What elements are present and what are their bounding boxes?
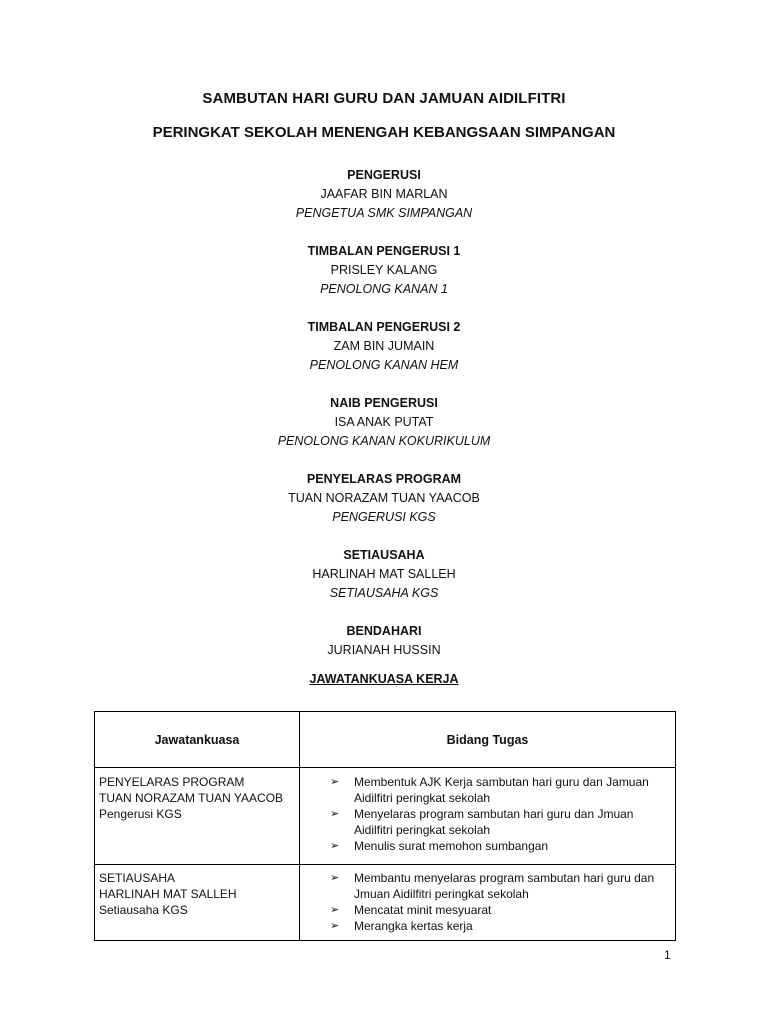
committee-member-position: PENGERUSI KGS bbox=[332, 510, 436, 524]
row-member-position: Setiausaha KGS bbox=[99, 903, 188, 917]
committee-entry bbox=[0, 166, 768, 223]
task-text: Mencatat minit mesyuarat bbox=[354, 903, 492, 917]
arrow-bullet-icon: ➢ bbox=[330, 776, 340, 788]
row-member-position: Pengerusi KGS bbox=[99, 807, 182, 821]
list-item bbox=[330, 806, 667, 838]
table-cell-tasks bbox=[300, 865, 676, 941]
table-cell-tasks bbox=[300, 768, 676, 865]
committee-entry bbox=[0, 242, 768, 299]
committee-role-title: SETIAUSAHA bbox=[343, 548, 425, 562]
committee-member-name: JURIANAH HUSSIN bbox=[327, 643, 441, 657]
table-cell-committee bbox=[95, 865, 300, 941]
committee-entry bbox=[0, 318, 768, 375]
arrow-bullet-icon: ➢ bbox=[330, 920, 340, 932]
row-member-name: HARLINAH MAT SALLEH bbox=[99, 887, 237, 901]
committee-role-title: NAIB PENGERUSI bbox=[330, 396, 438, 410]
committee-member-name: ZAM BIN JUMAIN bbox=[333, 339, 435, 353]
task-text: Merangka kertas kerja bbox=[354, 919, 473, 933]
list-item bbox=[330, 902, 667, 918]
task-text: Membentuk AJK Kerja sambutan hari guru dan Jamuan Aidilfitri peringkat sekolah bbox=[354, 775, 649, 805]
work-committee-heading-text: JAWATANKUASA KERJA bbox=[309, 672, 459, 686]
list-item bbox=[330, 838, 667, 854]
row-role: PENYELARAS PROGRAM bbox=[99, 775, 245, 789]
committee-member-position: PENOLONG KANAN HEM bbox=[309, 358, 459, 372]
arrow-bullet-icon: ➢ bbox=[330, 808, 340, 820]
committee-role-title: BENDAHARI bbox=[346, 624, 422, 638]
row-role: SETIAUSAHA bbox=[99, 871, 176, 885]
table-row bbox=[95, 768, 676, 865]
committee-member-position: PENOLONG KANAN KOKURIKULUM bbox=[277, 434, 491, 448]
committee-role-title: TIMBALAN PENGERUSI 1 bbox=[307, 244, 461, 258]
committee-entry bbox=[0, 394, 768, 451]
work-committee-table bbox=[94, 711, 676, 941]
list-item bbox=[330, 870, 667, 902]
table-cell-committee bbox=[95, 768, 300, 865]
row-member-name: TUAN NORAZAM TUAN YAACOB bbox=[99, 791, 284, 805]
committee-member-name: PRISLEY KALANG bbox=[330, 263, 438, 277]
arrow-bullet-icon: ➢ bbox=[330, 840, 340, 852]
committee-entry bbox=[0, 546, 768, 603]
list-item bbox=[330, 774, 667, 806]
table-header-row bbox=[95, 712, 676, 768]
committee-member-position: PENGETUA SMK SIMPANGAN bbox=[295, 206, 473, 220]
task-text: Menulis surat memohon sumbangan bbox=[354, 839, 549, 853]
document-subtitle: PERINGKAT SEKOLAH MENENGAH KEBANGSAAN SIMPANGAN bbox=[152, 124, 616, 141]
committee-role-title: PENYELARAS PROGRAM bbox=[306, 472, 462, 486]
arrow-bullet-icon: ➢ bbox=[330, 904, 340, 916]
committee-member-position: SETIAUSAHA KGS bbox=[329, 586, 439, 600]
task-text: Membantu menyelaras program sambutan hari guru dan Jmuan Aidilfitri peringkat sekolah bbox=[354, 871, 655, 901]
column-header-bidang-tugas: Bidang Tugas bbox=[300, 712, 676, 768]
committee-member-name: JAAFAR BIN MARLAN bbox=[320, 187, 448, 201]
work-committee-heading bbox=[0, 672, 768, 686]
committee-entry bbox=[0, 470, 768, 527]
committee-list bbox=[0, 166, 768, 679]
list-item bbox=[330, 918, 667, 934]
committee-entry bbox=[0, 622, 768, 660]
arrow-bullet-icon: ➢ bbox=[330, 872, 340, 884]
page-number: 1 bbox=[664, 948, 671, 962]
committee-member-name: ISA ANAK PUTAT bbox=[334, 415, 434, 429]
committee-member-position: PENOLONG KANAN 1 bbox=[320, 282, 448, 296]
task-list bbox=[330, 774, 667, 854]
column-header-jawatankuasa: Jawatankuasa bbox=[95, 712, 300, 768]
task-list bbox=[330, 870, 667, 934]
committee-role-title: PENGERUSI bbox=[347, 168, 421, 182]
committee-member-name: HARLINAH MAT SALLEH bbox=[312, 567, 456, 581]
committee-member-name: TUAN NORAZAM TUAN YAACOB bbox=[288, 491, 480, 505]
task-text: Menyelaras program sambutan hari guru dan Jmuan Aidilfitri peringkat sekolah bbox=[354, 807, 634, 837]
table-row bbox=[95, 865, 676, 941]
document-title: SAMBUTAN HARI GURU DAN JAMUAN AIDILFITRI bbox=[202, 90, 566, 107]
committee-role-title: TIMBALAN PENGERUSI 2 bbox=[307, 320, 461, 334]
